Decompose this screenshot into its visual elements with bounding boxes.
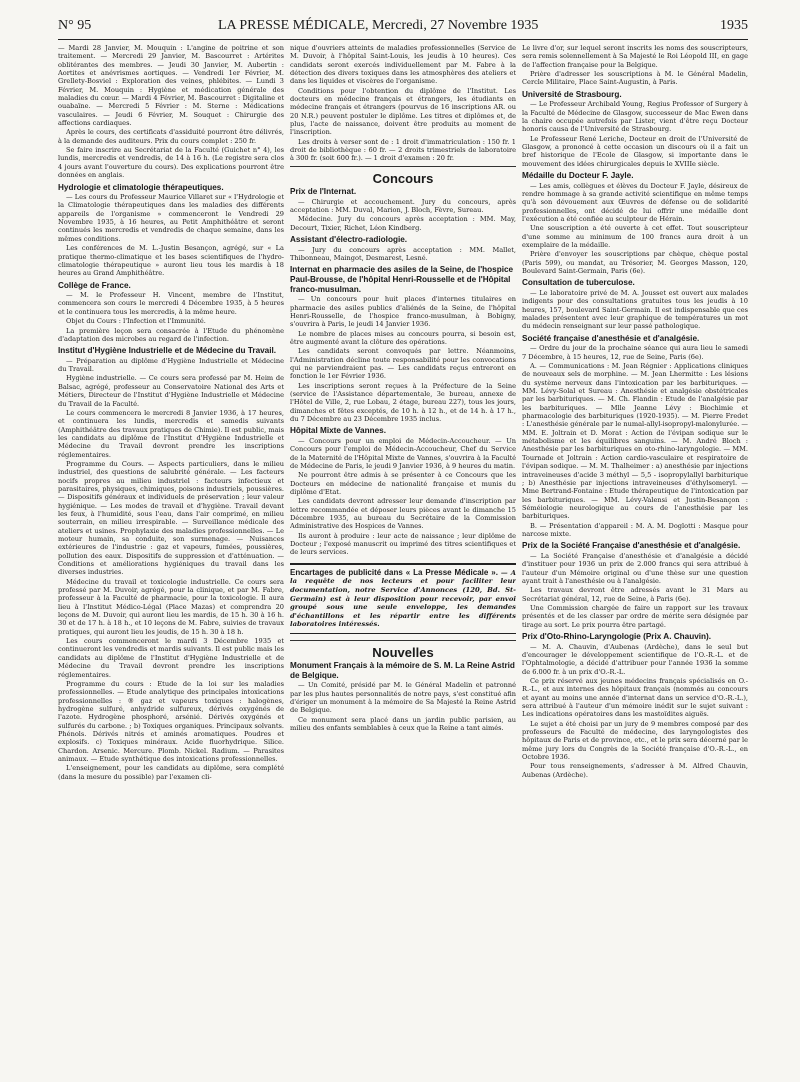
- paragraph: Prière d'adresser les souscriptions à M. le Général Madelin, Cercle Militaire, Place Saint-Augustin, à Paris.: [522, 70, 748, 87]
- paragraph: Le livre d'or, sur lequel seront inscrits les noms des souscripteurs, sera remis solennellement à Sa Majesté le Roi Léopold III, en gage de l'affection française pour la Belgique.: [522, 44, 748, 69]
- notice-text: — A la requête de nos lecteurs et pour faciliter leur documentation, notre Service d'Annonces (120, Bd. St-Germain) est à leur disposition pour recevoir, par envoi groupé sous une seule enveloppe, les demandes d'échantillons et les répartir entre les différents laboratoires intéressés.: [290, 568, 516, 629]
- paragraph: Ne pourront être admis à se présenter à ce Concours que les Docteurs en médecine de nationalité française et munis du diplôme d'Etat.: [290, 471, 516, 496]
- paragraph: Le nombre de places mises au concours pourra, si besoin est, être augmenté avant la clôture des opérations.: [290, 329, 516, 346]
- paragraph: nique d'ouvriers atteints de maladies professionnelles (Service de M. Duvoir, à l'hôpital Saint-Louis, les jeudis à 10 heures). Ces candidats seront exercés individuellement par M. Fabre à la détection des divers toxiques dans les atmosphères des ateliers et dans les liquides et viscères de l'organisme.: [290, 44, 516, 86]
- paragraph: Objet du Cours : l'Infection et l'Immunité.: [66, 317, 206, 326]
- section-heading: Hydrologie et climatologie thérapeutiques.: [58, 182, 224, 192]
- paragraph: Ils auront à produire : leur acte de naissance ; leur diplôme de Docteur ; l'exposé manuscrit ou imprimé des titres scientifiques et de leurs services.: [290, 531, 516, 557]
- section-heading: Consultation de tuberculose.: [522, 278, 635, 288]
- paragraph: A. — Communications : M. Jean Régnier : Applications cliniques de nouveaux sels de morphine. — M. Jean Lhermitte : Les lésions du système nerveux dans l'intoxication par les barbituriques. — MM. Lévy-Solal et Sureau : Anesthésie et analgésie obstétricales par les barbituriques. — M. Ch. Flandin : Etude de l'analgésie par les barbituriques. — Mlle Jeanne Lévy : Biochimie et pharmacologie des barbituriques (1920-1935). — M. Pierre Fredet : L'anesthésie générale par le numal-allyl-isopropyl-malonylurée. — MM. E. Joltrain et D. Morat : Action de l'évipan sodique sur le métabolisme et les équilibres sanguins. — M. André Bloch : Anesthésie par les barbituriques en oto-rhino-laryngologie. — MM. Tournade et Joltrain : Action cardio-vasculaire et respiratoire de l'évipan sodique. — M. M. Thalheimer : a) anesthésie par injections intraveineuses d'acide 3 méthyl — 5,5 - isopropylallyl barbiturique ; b) Anesthésie par injections intraveineuses d'éthylsomeryl. — Mme Bertrand-Fontaine : Etude thérapeutique de l'intoxication par les barbituriques. — MM. Lévy-Valensi et Justin-Besançon : Séméiologie neurologique au cours de l'anesthésie par les barbituriques.: [522, 362, 748, 521]
- paragraph: — Le laboratoire privé de M. A. Jousset est ouvert aux malades indigents pour des consultations gratuites tous les jeudis à 10 heures, 157, boulevard Saint-Germain. Il est indispensable que ces malades présentent avec leur graphique de températures un mot du médecin renseignant sur leur passé pathologique.: [522, 289, 748, 331]
- section-heading: Université de Strasbourg.: [522, 89, 622, 99]
- paragraph: Hygiène industrielle. — Ce cours sera professé par M. Heim de Balsac, agrégé, professeur au Conservatoire National des Arts et Métiers, Directeur de l'Institut d'Hygiène Industrielle et Médecine du Travail de la Faculté.: [58, 374, 284, 408]
- page-header: [58, 14, 748, 38]
- section-rule: [290, 166, 516, 167]
- paragraph: Après le cours, des certificats d'assiduité pourront être délivrés, à la demande des auditeurs. Prix du cours complet : 250 fr.: [58, 128, 284, 145]
- header-rule: [58, 39, 748, 40]
- paragraph: Se faire inscrire au Secrétariat de la Faculté (Guichet n° 4), les lundis, mercredis et vendredis, de 14 à 16 h. (Le registre sera clos 4 jours avant l'ouverture du cours). Des explications pourront être données en anglais.: [58, 146, 284, 180]
- paragraph: Ce monument sera placé dans un jardin public parisien, au milieu des enfants semblables à ceux que la Reine a tant aimés.: [290, 715, 516, 733]
- paragraph: — Les amis, collègues et élèves du Docteur F. Jayle, désireux de rendre hommage à sa grande activité scientifique en même temps qu'à son dévouement aux Œuvres de défense ou de solidarité professionnelles, ont décidé de lui offrir une médaille dont l'exécution a été confiée au sculpteur de Hérain.: [522, 181, 748, 224]
- header-year: 1935: [720, 18, 748, 33]
- paragraph: Les candidats seront convoqués par lettre. Néanmoins, l'Administration décline toute responsabilité pour les convocations qui ne parviendraient pas. — Les candidats reçus entreront en fonction le 1er Février 1936.: [290, 347, 516, 381]
- paragraph: — Mardi 28 Janvier, M. Mouquin : L'angine de poitrine et son traitement. — Mercredi 29 Janvier, M. Bascourret : Artérites oblitérantes des membres. — Jeudi 30 Janvier, M. Aubertin : Aortites et anévrismes aortiques. — Vendredi 1er Février, M. Grellety-Bosviel : Exploration des veines, phlébites. — Lundi 3 Février, M. Mouquin : Hygiène et médication générale des maladies du cœur. — Mardi 4 Février, M. Bascourret : Digitaline et ouabaïne. — Mercredi 5 Février : M. Sterne : Médications vasculaires. — Jeudi 6 Février, M. Souquet : Chirurgie des affections cardiaques.: [58, 44, 284, 128]
- paragraph: Le cours commencera le mercredi 8 Janvier 1936, à 17 heures, et continuera les lundis, mercredis et samedis suivants (Amphithéâtre des travaux pratiques de Chimie). Il est public, mais les candidats au diplôme de l'Institut d'Hygiène Industrielle et Médecine du Travail devront prendre les inscriptions réglementaires.: [58, 408, 284, 459]
- paragraph: Prière d'envoyer les souscriptions par chèque, chèque postal (Paris 599), ou mandat, au Trésorier, M. Georges Masson, 120, Boulevard Saint-Germain, Paris (6e).: [522, 250, 748, 276]
- section-heading: Assistant d'électro-radiologie.: [290, 235, 408, 245]
- paragraph: Les candidats devront adresser leur demande d'inscription par lettre recommandée et déposer leurs pièces avant le dimanche 15 Décembre 1935, au bureau du Secrétaire de la Commission Administrative des Hospices de Vannes.: [290, 497, 516, 531]
- paragraph: Une Commission chargée de faire un rapport sur les travaux présentés et de les classer par ordre de mérite sera désignée par tirage au sort. Le prix pourra être partagé.: [522, 603, 748, 629]
- paragraph: — Les cours du Professeur Maurice Villaret sur « l'Hydrologie et la Climatologie thérapeutiques dans les maladies des différents appareils de l'organisme » commenceront le Vendredi 29 Novembre 1935, à 16 heures, au Petit Amphithéâtre et seront continués les mercredis et vendredis de chaque semaine, dans les mêmes conditions.: [58, 193, 284, 243]
- paragraph: Les cours commenceront le mardi 3 Décembre 1935 et continueront les vendredis et mardis suivants. Il est public mais les candidats au diplôme de l'Institut d'Hygiène Industrielle et de Médecine du Travail devront prendre les inscriptions réglementaires.: [58, 637, 284, 679]
- paragraph: Les inscriptions seront reçues à la Préfecture de la Seine (service de l'Assistance départementale, 3e bureau, annexe de l'Hôtel de Ville, 2, rue Lobau, 2 étage, bureau 227), tous les jours, dimanches et fêtes exceptés, de 10 h. à 12 h., et de 14 h. à 17 h., du 7 Décembre au 23 Décembre 1935 inclus.: [290, 381, 516, 423]
- section-title: Nouvelles: [372, 644, 434, 660]
- section-heading: Collège de France.: [58, 280, 131, 290]
- paragraph: — Jury du concours après acceptation : MM. Mallet, Thibonneau, Maingot, Desmarest, Lesné.: [290, 245, 516, 263]
- section-heading: Prix d'Oto-Rhino-Laryngologie (Prix A. Chauvin).: [522, 631, 712, 641]
- paragraph: — La Société Française d'anesthésie et d'analgésie a décidé d'instituer pour 1936 un prix de 2.000 francs qui sera attribué à l'auteur d'un Mémoire original ou d'une thèse sur une question ayant trait à l'anesthésie ou à l'analgésie.: [522, 551, 748, 585]
- notice-box: [290, 563, 516, 634]
- paragraph: — Un Comité, présidé par M. le Général Madelin et patronné par les plus hautes personnalités de notre pays, s'est constitué afin d'ériger un monument à la mémoire de Sa Majesté la Reine Astrid de Belgique.: [290, 681, 516, 715]
- paragraph: Pour tous renseignements, s'adresser à M. Alfred Chauvin, Aubenas (Ardèche).: [522, 762, 748, 779]
- paragraph: Conditions pour l'obtention du diplôme de l'Institut. Les docteurs en médecine français et étrangers, les étudiants en médecine français et étrangers (pourvus de 16 inscriptions AR. ou 20 N.R.) peuvent postuler le diplôme. Les titres et diplômes et, de plus, l'acte de naissance, doivent être produits au moment de l'inscription.: [290, 86, 516, 137]
- paragraph: Le Professeur René Leriche, Docteur en droit de l'Université de Glasgow, a prononcé à cette occasion un discours où il a fait un bref historique de l'Ecole de Glasgow, si importante dans le mouvement des idées chirurgicales depuis le XVIIIe siècle.: [522, 134, 748, 168]
- paragraph: — M. A. Chauvin, d'Aubenas (Ardèche), dans le seul but d'encourager le développement scientifique de l'O.-R.-L. et de l'Ophtalmologie, a décidé d'attribuer pour l'année 1936 la somme de 6.000 fr. à un prix d'O.-R.-L.: [522, 642, 748, 676]
- paragraph: — Préparation au diplôme d'Hygiène Industrielle et Médecine du Travail.: [58, 356, 284, 374]
- paragraph: Une souscription a été ouverte à cet effet. Tout souscripteur d'une somme au minimum de 100 francs aura droit à un exemplaire de la médaille.: [522, 224, 748, 250]
- paragraph: Les travaux devront être adressés avant le 31 Mars au Secrétariat général, 12, rue de Seine, à Paris (6e).: [522, 586, 748, 603]
- paragraph: Les conférences de M. L.-Justin Besançon, agrégé, sur « La pratique thermo-climatique et les bases scientifiques de l'hydro-climatologie thérapeutique » auront lieu tous les mardis à 18 heures au Grand Amphithéâtre.: [58, 244, 284, 278]
- paragraph: Les droits à verser sont de : 1 droit d'immatriculation : 150 fr. 1 droit de bibliothèque : 60 fr. — 2 droits trimestriels de laboratoire à 300 fr. (soit 600 fr.). — 1 droit d'examen : 20 fr.: [290, 137, 516, 163]
- column-1: [58, 44, 284, 1072]
- section-heading: Société française d'anesthésie et d'analgésie.: [522, 333, 700, 343]
- section-heading: Prix de l'Internat.: [290, 187, 357, 197]
- paragraph: Médecine. Jury du concours après acceptation : MM. May, Decourt, Tixier, Richet, Léon Kindberg.: [290, 215, 516, 232]
- section-heading: Prix de la Société Française d'anesthésie et d'analgésie.: [522, 541, 741, 551]
- section-heading: Hôpital Mixte de Vannes.: [290, 426, 386, 436]
- paragraph: Médecine du travail et toxicologie industrielle. Ce cours sera professé par M. Duvoir, agrégé, pour la clinique, et par M. Fabre, professeur à la Faculté de pharmacie, pour la toxicologie. Il aura lieu à l'Institut Médico-Légal (Place Mazas) et comprendra 20 leçons de M. Duvoir, qui auront lieu les mardis, de 15 h. 30 à 16 h. 30 et de 17 h. à 18 h., et 10 leçons de M. Fabre, suivies de travaux pratiques, qui auront lieu les jeudis, de 15 h. 30 à 18 h.: [58, 577, 284, 636]
- section-heading: Internat en pharmacie des asiles de la Seine, de l'hospice Paul-Brousse, de l'hôpital Henri-Rousselle et de l'Hôpital franco-musulman.: [290, 265, 514, 294]
- paragraph: La première leçon sera consacrée à l'Etude du phénomène d'adaptation des microbes au regard de l'infection.: [58, 326, 284, 343]
- section-heading: Médaille du Docteur F. Jayle.: [522, 171, 634, 181]
- paragraph: — Le Professeur Archibald Young, Regius Professor of Surgery à la Faculté de Médecine de Glasgow, successeur de Mac Ewen dans la chaire occupée autrefois par Lister, vient d'être reçu Docteur honoris causa de l'Université de Strasbourg.: [522, 100, 748, 134]
- paragraph: — M. le Professeur H. Vincent, membre de l'Institut, commencera son cours le mercredi 4 Décembre 1935, à 5 heures et le continuera tous les mercredis, à la même heure.: [58, 291, 284, 316]
- column-2: [290, 44, 516, 1072]
- paragraph: — Un concours pour huit places d'internes titulaires en pharmacie des asiles publics d'aliénés de la Seine, de l'hôpital Henri-Rousselle, de l'hospice franco-musulman, à Bobigny, s'ouvrira à Paris, le jeudi 14 Janvier 1936.: [290, 295, 516, 329]
- paragraph: — Chirurgie et accouchement. Jury du concours, après acceptation : MM. Duval, Marion, J. Bloch, Fèvre, Sureau.: [290, 197, 516, 215]
- paragraph: Ce prix réservé aux jeunes médecins français spécialisés en O.-R.-L., et aux internes des hôpitaux français (nommés au concours et ayant au moins une année d'internat dans un service d'O.-R.-L.), sera attribué à l'auteur d'un mémoire inédit sur le sujet suivant : Les indications opératoires dans les mastoïdites aiguës.: [522, 676, 748, 719]
- paragraph: — Ordre du jour de la prochaine séance qui aura lieu le samedi 7 Décembre, à 15 heures, 12, rue de Seine, Paris (6e).: [522, 344, 748, 361]
- section-rule: [290, 640, 516, 641]
- paragraph: Le sujet a été choisi par un jury de 9 membres composé par des professeurs de Faculté de médecine, des laryngologistes des hôpitaux de Paris et de province, etc., et le prix sera décerné par le même jury lors du Congrès de la Société française d'O.-R.-L., en Octobre 1936.: [522, 719, 748, 761]
- column-3: [522, 44, 748, 1072]
- section-heading: Monument Français à la mémoire de S. M. La Reine Astrid de Belgique.: [290, 661, 515, 680]
- paragraph: Programme du cours : Etude de la loi sur les maladies professionnelles. — Etude analytique des principales intoxications professionnelles : ® gaz et vapeurs toxiques : halogènes, hydrogène sulfuré, anhydride sulfureux, dérivés oxygénés de l'azote. Hydrogène phosphoré, arsénié. Dérivés oxygénés et sulfurés du carbone. ; b) Toxiques organiques. Principaux solvants. Phénols. Dérivés nitrés et aminés aromatiques. Poudres et explosifs. c) Toxiques minéraux. Acide fluorhydrique. Silice. Chardon. Arsenic. Mercure. Plomb. Nickel. Radium. — Parasites animaux. — Etude synthétique des intoxications professionnelles.: [58, 679, 284, 763]
- paragraph: Programme du Cours. — Aspects particuliers, dans le milieu industriel, des questions de salubrité générale. — Les facteurs nocifs propres au milieu industriel : facteurs infectieux et parasitaires, physiques, chimiques, poisons industriels, poussières. — Dispositifs généraux et individuels de préservation ; leur valeur hygiénique. — Les modes de travail et d'hygiène. Travail devant les feux, à l'humidité, sous l'eau, dans l'air comprimé, en milieu souterrain, en milieu irrespirable. — Surveillance médicale des ateliers et usines. Prophylaxie des maladies professionnelles. — Le moteur humain, sa conduite, son surmenage. — Nuisances extérieures de l'industrie : gaz et vapeurs, fumées, poussières, pollution des eaux. Dispositifs de suppression et d'atténuation. — Conditions et améliorations hygiéniques du travail dans les diverses industries.: [58, 459, 284, 577]
- paragraph: B. — Présentation d'appareil : M. A. M. Doglotti : Masque pour narcose mixte.: [522, 521, 748, 538]
- page-number: N° 95: [58, 18, 92, 33]
- paragraph: — Concours pour un emploi de Médecin-Accoucheur. — Un Concours pour l'emploi de Médecin-Accoucheur, Chef du Service de la Maternité de l'Hôpital Mixte de Vannes, s'ouvrira à la Faculté de Médecine de Paris, le jeudi 9 Janvier 1936, à 9 heures du matin.: [290, 436, 516, 470]
- journal-title: LA PRESSE MÉDICALE, Mercredi, 27 Novembre 1935: [218, 18, 539, 33]
- notice-title: Encartages de publicité dans « La Presse Médicale ».: [290, 567, 501, 577]
- section-heading: Institut d'Hygiène Industrielle et de Médecine du Travail.: [58, 346, 277, 356]
- section-title: Concours: [372, 170, 434, 186]
- paragraph: L'enseignement, pour les candidats au diplôme, sera complété (dans la mesure du possible) par l'examen cli-: [58, 764, 284, 781]
